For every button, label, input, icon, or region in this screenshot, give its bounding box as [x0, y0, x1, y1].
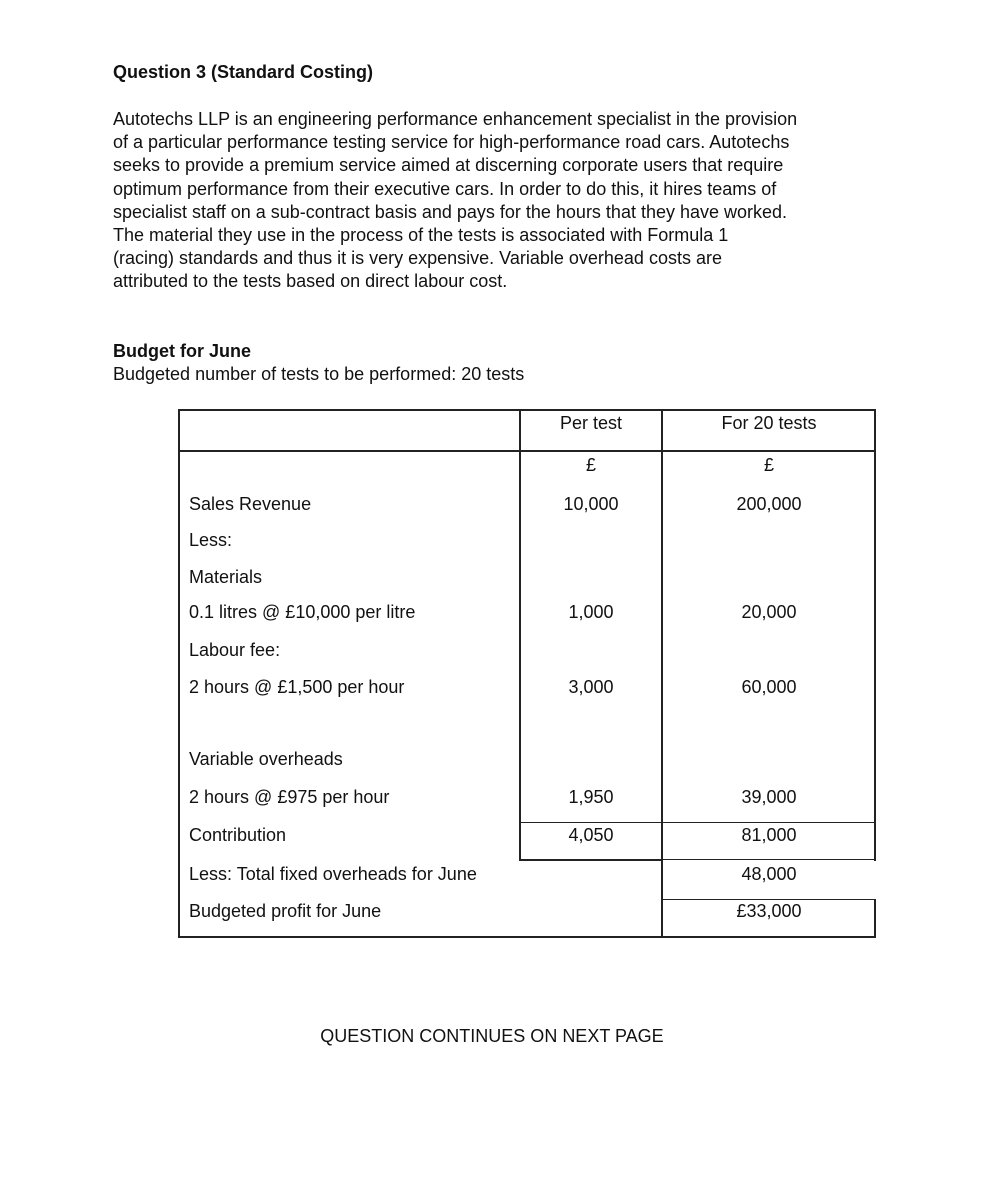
row-per-test: 3,000: [568, 677, 614, 697]
contribution-top-line: [519, 822, 876, 823]
row-label: Less:: [189, 530, 233, 550]
paragraph-line: of a particular performance testing service for high-performance road cars. Autotechs: [113, 132, 790, 153]
total-col-bottom-line-1: [661, 859, 876, 860]
budget-title: Budget for June: [113, 341, 251, 361]
contribution-bottom-line: [519, 859, 663, 861]
header-separator: [178, 450, 876, 452]
row-label: Labour fee:: [189, 640, 281, 660]
budget-subtitle: Budgeted number of tests to be performed: 20 tests: [113, 364, 525, 384]
row-per-test: 4,050: [568, 825, 614, 845]
intro-paragraph: [113, 108, 883, 294]
row-total: 48,000: [741, 864, 797, 884]
row-total: 39,000: [741, 787, 797, 807]
row-total: 60,000: [741, 677, 797, 697]
total-col-line-2: [661, 899, 876, 900]
table-border-left: [178, 409, 180, 938]
header-per-test: Per test: [559, 413, 623, 433]
row-label: 2 hours @ £1,500 per hour: [189, 677, 405, 697]
row-per-test: 10,000: [563, 494, 619, 514]
header-total: For 20 tests: [721, 413, 817, 433]
row-total: 81,000: [741, 825, 797, 845]
table-border-bottom: [178, 936, 876, 938]
row-total: 200,000: [736, 494, 802, 514]
row-label: Contribution: [189, 825, 287, 845]
row-total: 20,000: [741, 602, 797, 622]
row-label: Budgeted profit for June: [189, 901, 382, 921]
paragraph-line: The material they use in the process of the tests is associated with Formula 1: [113, 225, 729, 246]
paragraph-line: (racing) standards and thus it is very expensive. Variable overhead costs are: [113, 248, 722, 269]
row-label: 2 hours @ £975 per hour: [189, 787, 390, 807]
currency-per-test: £: [585, 455, 596, 475]
question-heading: Question 3 (Standard Costing): [113, 62, 374, 82]
paragraph-line: attributed to the tests based on direct labour cost.: [113, 271, 508, 292]
continuation-note: QUESTION CONTINUES ON NEXT PAGE: [320, 1026, 664, 1046]
currency-total: £: [763, 455, 774, 475]
row-label: 0.1 litres @ £10,000 per litre: [189, 602, 416, 622]
table-border-top: [178, 409, 876, 411]
paragraph-line: specialist staff on a sub-contract basis and pays for the hours that they have worked.: [113, 201, 788, 222]
row-per-test: 1,000: [568, 602, 614, 622]
row-label: Less: Total fixed overheads for June: [189, 864, 477, 884]
row-label: Materials: [189, 567, 263, 587]
row-per-test: 1,950: [568, 787, 614, 807]
row-label: Variable overheads: [189, 749, 343, 769]
row-label: Sales Revenue: [189, 494, 312, 514]
paragraph-line: seeks to provide a premium service aimed at discerning corporate users that require: [113, 155, 784, 176]
budget-table: [178, 409, 876, 938]
row-total: £33,000: [736, 901, 802, 921]
paragraph-line: Autotechs LLP is an engineering performance enhancement specialist in the provision: [113, 109, 798, 129]
paragraph-line: optimum performance from their executive cars. In order to do this, it hires teams of: [113, 178, 777, 199]
